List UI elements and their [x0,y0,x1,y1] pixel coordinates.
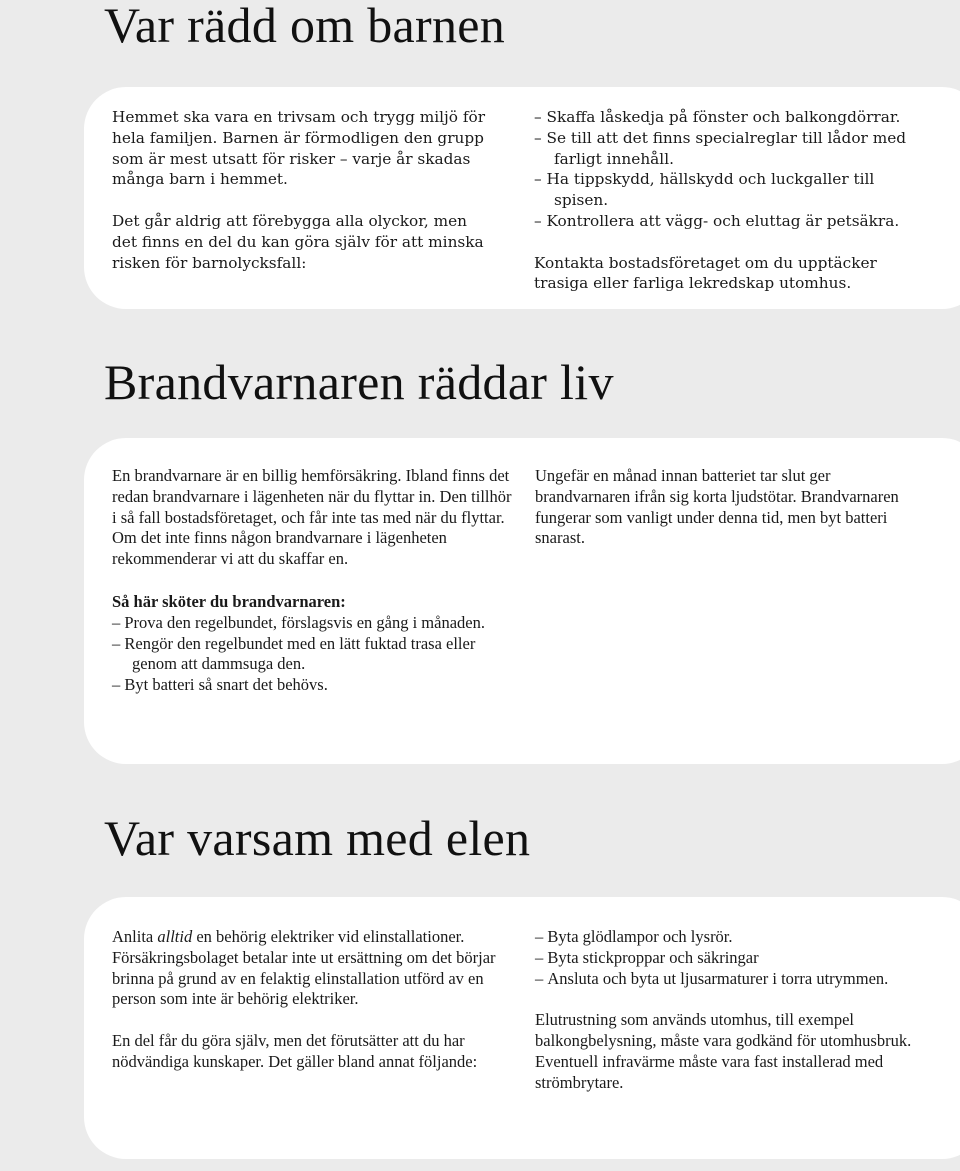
paragraph: Ungefär en månad innan batteriet tar slut ger brandvarnaren ifrån sig korta ljudstötar. Brandvarnaren fungerar som vanligt under denna tid, men byt batteri snarast. [535,466,899,548]
paragraph: Hemmet ska vara en trivsam och trygg miljö för hela familjen. Barnen är förmodligen den grupp som är mest utsatt för risker – varje år skadas många barn i hemmet. [112,108,486,189]
list-item: – Rengör den regelbundet med en lätt fuktad trasa eller genom att dammsuga den. [112,634,512,676]
section-title-children-safety: Var rädd om barnen [104,0,506,53]
section-title-electricity: Var varsam med elen [104,810,531,866]
paragraph: Elutrustning som används utomhus, till exempel balkongbelysning, måste vara godkänd för utomhusbruk. Eventuell infravärme måste vara fast installerad med strömbrytare. [535,1010,912,1092]
list-item: – Byta glödlampor och lysrör. [535,927,935,948]
paragraph: En del får du göra själv, men det förutsätter att du har nödvändiga kunskaper. Det gäller bland annat följande: [112,1030,478,1071]
bullet-list [112,592,512,696]
card-left-column [112,927,512,1073]
subheading: Så här sköter du brandvarnaren: [112,591,346,611]
card-smoke-alarm [84,438,960,764]
list-item: – Kontrollera att vägg- och eluttag är petsäkra. [534,211,914,232]
card-right-column [534,107,914,294]
card-left-column [112,107,492,273]
card-left-column [112,466,512,696]
card-right-column [535,466,925,549]
list-item: – Ansluta och byta ut ljusarmaturer i torra utrymmen. [535,969,935,990]
paragraph: En brandvarnare är en billig hemförsäkring. Ibland finns det redan brandvarnare i lägenheten när du flyttar in. Den tillhör i så fall bostadsföretaget, och får inte tas med när du flyttar. Om det inte finns någon brandvarnare i lägenheten rekommenderar vi att du skaffar en. [112,466,512,569]
paragraph: Kontakta bostadsföretaget om du upptäcker trasiga eller farliga lekredskap utomhus. [534,253,877,293]
card-electricity [84,897,960,1159]
section-title-smoke-alarm: Brandvarnaren räddar liv [104,354,614,410]
paragraph: Det går aldrig att förebygga alla olyckor, men det finns en del du kan göra själv för att minska risken för barnolycksfall: [112,211,484,272]
bullet-list [535,927,935,989]
card-right-column [535,927,935,1093]
list-item: – Se till att det finns specialreglar till lådor med farligt innehåll. [534,128,914,170]
list-item: – Prova den regelbundet, förslagsvis en gång i månaden. [112,613,512,634]
list-item: – Byta stickproppar och säkringar [535,948,935,969]
card-children-safety [84,87,960,309]
list-item: – Byt batteri så snart det behövs. [112,675,512,696]
bullet-list [534,107,914,232]
list-item: – Ha tippskydd, hällskydd och luckgaller till spisen. [534,169,914,211]
paragraph: Anlita alltid en behörig elektriker vid elinstallationer. Försäkringsbolaget betalar inte ut ersättning om det börjar brinna på grund av en felaktig elinstallation utförd av en person som inte är behörig elektriker. [112,927,496,1009]
list-item: – Skaffa låskedja på fönster och balkongdörrar. [534,107,914,128]
